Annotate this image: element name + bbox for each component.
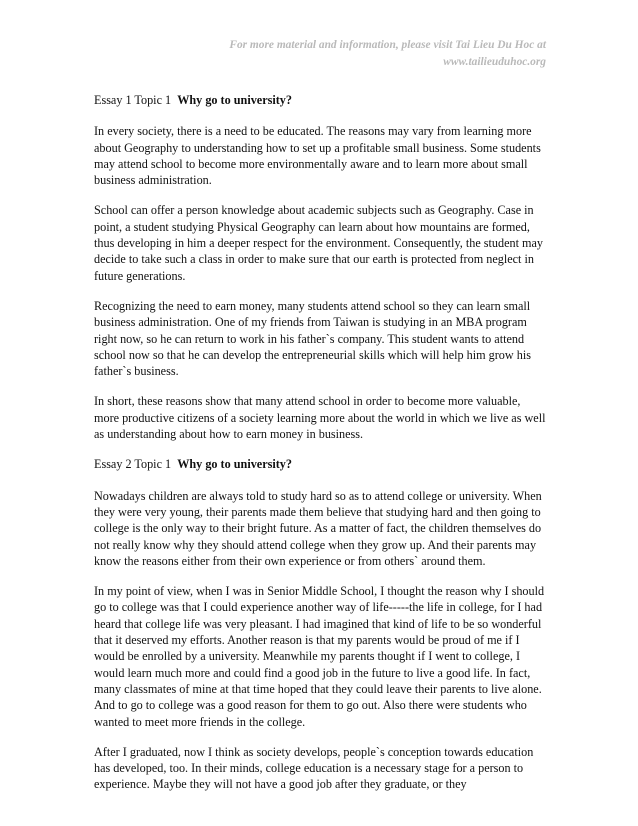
essay-1-paragraph: Recognizing the need to earn money, many students attend school so they can learn small business administration. One of my friends from Taiwan is studying in an MBA program right now, so he can return to work in his father`s company. This student wants to attend school now so that he can develop the entrepreneurial skills which will help him grow his father`s business. [94, 298, 531, 379]
essay-2-question: Why go to university? [177, 457, 292, 472]
essay-1-heading [94, 92, 546, 108]
header-line-2: www.tailieuduhoc.org [443, 56, 546, 68]
page-header [170, 37, 546, 71]
essay-1-paragraph: In every society, there is a need to be educated. The reasons may vary from learning more about Geography to understanding how to set up a profitable small business. Some students may attend school to become more environmentally aware and to learn more about small business administration. [94, 124, 541, 188]
essay-2-paragraph: After I graduated, now I think as society develops, people`s conception towards education has developed, too. In their minds, college education is a necessary stage for a person to experience. Maybe they will not have a good job after they graduate, or they [94, 744, 534, 792]
essay-1-paragraph: School can offer a person knowledge about academic subjects such as Geography. Case in point, a student studying Physical Geography can learn about how mountains are formed, thus developing in him a deeper respect for the environment. Consequently, the student may decide to take such a class in order to make sure that our earth is protected from neglect in future generations. [94, 203, 544, 283]
essay-2-paragraph: Nowadays children are always told to study hard so as to attend college or university. When they were very young, their parents made them believe that studying hard and then going to college is the only way to their bright future. As a matter of fact, the children themselves do not really know why they should attend college when they grow up. And their parents may know the reasons either from their own experience or from others` around them. [94, 488, 542, 568]
header-line-1: For more material and information, please visit Tai Lieu Du Hoc at [229, 39, 546, 51]
document-body [94, 92, 546, 807]
essay-2-heading [94, 456, 546, 472]
essay-2-paragraph: In my point of view, when I was in Senior Middle School, I thought the reason why I should go to college was that I could experience another way of life-----the life in college, for I had heard that college life was very pleasant. I had imagined that kind of life to be so wonderful that it deserved my efforts. Another reason is that my parents would be proud of me if I would be enrolled by a university. Meanwhile my parents thought if I went to college, I would learn much more and could find a good job in the future to live a good life. In fact, many classmates of mine at that time hoped that they could leave their parents to live alone. And to go to college was a good reason for them to go out. Also there were students who wanted to meet more friends in the college. [94, 584, 545, 729]
essay-1-label: Essay 1 Topic 1 [94, 93, 172, 107]
essay-2-label: Essay 2 Topic 1 [94, 457, 172, 472]
essay-1-paragraph: In short, these reasons show that many attend school in order to become more valuable, more productive citizens of a society learning more about the world in which we live as well as understanding about how to earn money in business. [94, 394, 546, 442]
essay-1-question: Why go to university? [177, 93, 292, 107]
